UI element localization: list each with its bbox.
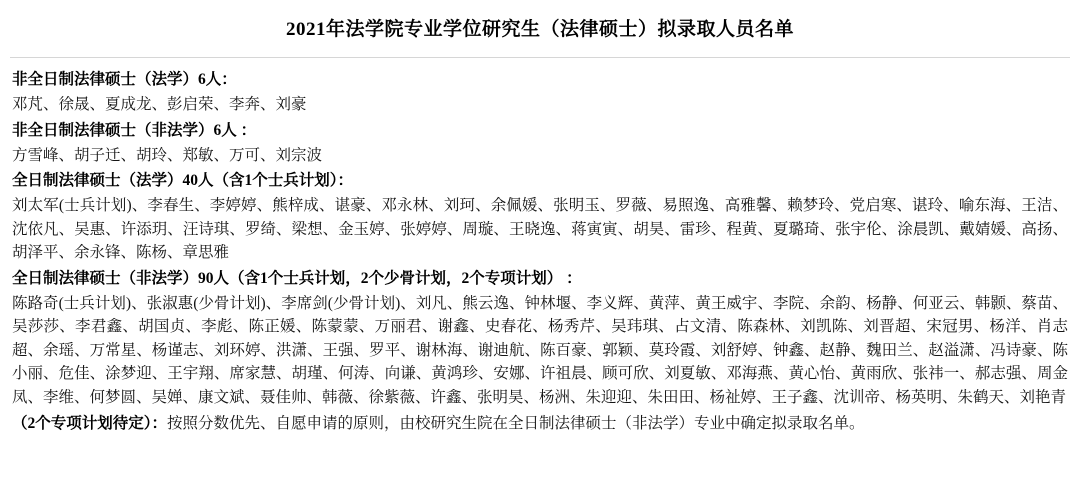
section-part-time-law xyxy=(12,68,1068,117)
section-name-list: 陈路奇(士兵计划)、张淑惠(少骨计划)、李席剑(少骨计划)、刘凡、熊云逸、钟林堰、李义辉、黄萍、黄王威宇、李院、余韵、杨静、何亚云、韩颢、蔡苗、吴莎莎、李君鑫、胡国贞、李彪、陈正媛、陈蒙蒙、万丽君、谢鑫、史春花、杨秀芹、吴玮琪、占文清、陈森林、刘凯陈、刘晋超、宋冠男、杨洋、肖志超、余瑶、万常星、杨谨志、刘环婷、洪潇、王强、罗平、谢林海、谢迪航、陈百豪、郭颖、莫玲霞、刘舒婷、钟鑫、赵静、魏田兰、赵溢潇、冯诗豪、陈小丽、危佳、涂梦迎、王宇翔、席家慧、胡瑾、何涛、向谦、黄鸿珍、安娜、许祖晨、顾可欣、刘夏敏、邓海燕、黄心怡、黄雨欣、张祎一、郝志强、周金凤、李维、何梦圆、吴婵、康文斌、聂佳帅、韩薇、徐紫薇、许鑫、张明昊、杨洲、朱迎迎、朱田田、杨祉婷、王子鑫、沈训帝、杨英明、朱鹤天、刘艳青 xyxy=(12,294,1068,406)
page-title: 2021年法学院专业学位研究生（法律硕士）拟录取人员名单 xyxy=(285,19,794,40)
section-name-list: 方雪峰、胡子迁、胡玲、郑敏、万可、刘宗波 xyxy=(12,146,323,164)
section-heading: 全日制法律硕士（非法学）90人（含1个士兵计划，2个少骨计划，2个专项计划） ： xyxy=(12,269,582,287)
section-part-time-nonlaw xyxy=(12,119,1068,168)
section-heading: 全日制法律硕士（法学）40人（含1个士兵计划）： xyxy=(12,172,354,189)
section-heading: 非全日制法律硕士（非法学）6人 ： xyxy=(12,121,257,139)
document-page xyxy=(0,16,1080,477)
document-body xyxy=(10,68,1070,436)
section-name-list: 邓芃、徐晟、夏成龙、彭启荣、李奔、刘豪 xyxy=(12,96,307,113)
footnote-text: 按照分数优先、自愿申请的原则，由校研究生院在全日制法律硕士（非法学）专业中确定拟录取名单。 xyxy=(167,415,865,432)
section-full-time-law xyxy=(12,169,1068,265)
section-name-list: 刘太军(士兵计划)、李春生、李婷婷、熊梓成、谌豪、邓永林、刘珂、余佩媛、张明玉、罗薇、易照逸、高雅馨、赖梦玲、党启寒、谌玲、喻东海、王洁、沈依凡、吴惠、许添玥、汪诗琪、罗绮、梁想、金玉婷、张婷婷、周璇、王晓逸、蒋寅寅、胡昊、雷珍、程黄、夏璐琦、张宇伦、涂晨凯、戴婧媛、高扬、胡泽平、余永锋、陈杨、章思雅 xyxy=(12,197,1068,261)
section-full-time-nonlaw xyxy=(12,267,1068,410)
section-heading: 非全日制法律硕士（法学）6人： xyxy=(12,71,237,88)
footnote xyxy=(12,412,1068,436)
footnote-label: （2个专项计划待定）： xyxy=(12,415,168,432)
title-divider xyxy=(10,57,1070,58)
